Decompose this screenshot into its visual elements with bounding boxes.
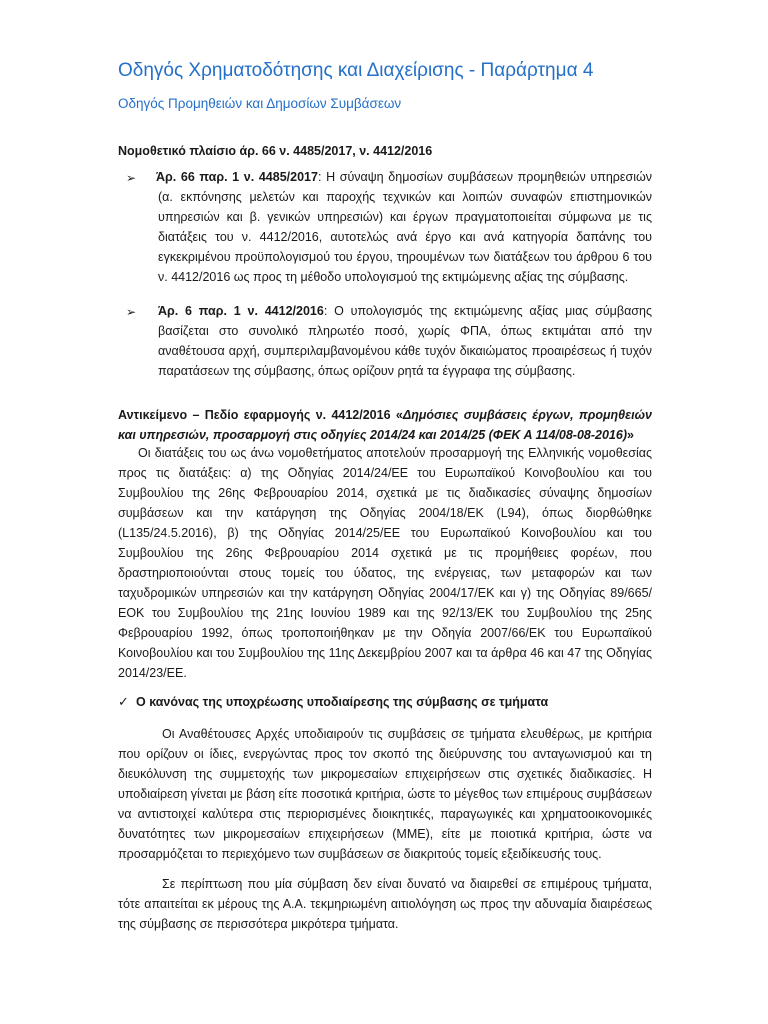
legal-item-2: [158, 301, 652, 381]
legal-item-1: [158, 167, 652, 287]
section-heading-legal-framework: Νομοθετικό πλαίσιο άρ. 66 ν. 4485/2017, ν. 4412/2016: [118, 144, 433, 158]
checkmark-icon: ✓: [118, 694, 129, 709]
scope-heading-prefix: Αντικείμενο – Πεδίο εφαρμογής ν. 4412/2016 «: [118, 408, 403, 422]
subdivision-paragraph-1: Οι Αναθέτουσες Αρχές υποδιαιρούν τις συμβάσεις σε τμήματα ελευθέρως, με κριτήρια που ορίζουν οι ίδιες, ενεργώντας προς τον σκοπό της διεύρυνσης του ανταγωνισμού και τη διευκόλυνση της συμμετοχής των μικρομεσαίων επιχειρήσεων στις σχετικές διαδικασίες. Η υποδιαίρεση γίνεται με βάση είτε ποσοτικά κριτήρια, ώστε το μέγεθος των επιμέρους συμβάσεων να αντιστοιχεί καλύτερα στις περιορισμένες διοικητικές, παραγωγικές και χρηματοοικονομικές δυνατότητες των μικρομεσαίων επιχειρήσεων (ΜΜΕ), είτε με ποιοτικά κριτήρια, ώστε να προσαρμόζεται το περιεχόμενο των συμβάσεων σε διακριτούς τομείς εξειδίκευσής τους.: [118, 727, 653, 861]
arrow-bullet-icon: ➢: [126, 305, 137, 319]
page-subtitle: Οδηγός Προμηθειών και Δημοσίων Συμβάσεων: [118, 96, 402, 111]
section-heading-scope: [118, 405, 652, 445]
section-heading-subdivision: Ο κανόνας της υποχρέωσης υποδιαίρεσης της σύμβασης σε τμήματα: [136, 695, 549, 709]
subdivision-paragraph-2: Σε περίπτωση που μία σύμβαση δεν είναι δυνατό να διαιρεθεί σε επιμέρους τμήματα, τότε απαιτείται εκ μέρους της Α.Α. τεκμηριωμένη αιτιολόγηση ως προς την αδυναμία διαιρέσεως της σύμβασης σε περισσότερα μικρότερα τμήματα.: [118, 877, 652, 931]
scope-heading-suffix: »: [627, 428, 634, 442]
page-title: Οδηγός Χρηματοδότησης και Διαχείρισης - Παράρτημα 4: [118, 60, 594, 81]
scope-heading-law-title: Δημόσιες συμβάσεις έργων, προμηθειών και υπηρεσιών, προσαρμογή στις οδηγίες 2014/24 και 2014/25 (ΦΕΚ Α 114/08-08-2016): [118, 408, 652, 442]
legal-item-text: : Ο υπολογισμός της εκτιμώμενης αξίας μιας σύμβασης βασίζεται στο συνολικό πληρωτέο ποσό, χωρίς ΦΠΑ, όπως εκτιμάται από την αναθέτουσα αρχή, συμπεριλαμβανομένου κάθε τυχόν δικαιώματος προαιρέσεως ή τυχόν παρατάσεων της σύμβασης, όπως ορίζουν ρητά τα έγγραφα της σύμβασης.: [158, 304, 652, 378]
scope-body: Οι διατάξεις του ως άνω νομοθετήματος αποτελούν προσαρμογή της Ελληνικής νομοθεσίας προς τις διατάξεις: α) της Οδηγίας 2014/24/ΕΕ του Ευρωπαϊκού Κοινοβουλίου και του Συμβουλίου της 26ης Φεβρουαρίου 2014, σχετικά με τις διαδικασίες σύναψης δημοσίων συμβάσεων και την κατάργηση της Οδηγίας 2004/18/ΕΚ (L94), όπως διορθώθηκε (L135/24.5.2016), β) της Οδηγίας 2014/25/ΕΕ του Ευρωπαϊκού Κοινοβουλίου και του Συμβουλίου της 26ης Φεβρουαρίου 2014 σχετικά με τις προμήθειες φορέων, που δραστηριοποιούνται στους τομείς του ύδατος, της ενέργειας, των μεταφορών και των ταχυδρομικών υπηρεσιών και την κατάργηση Οδηγίας 2004/17/ΕΚ και γ) της Οδηγίας 89/665/ΕΟΚ του Συμβουλίου της 21ης Ιουνίου 1989 και της 92/13/ΕΚ του Συμβουλίου της 25ης Φεβρουαρίου 1992, όπως τροποποιήθηκαν με την Οδηγία 2007/66/ΕΚ του Ευρωπαϊκού Κοινοβουλίου και του Συμβουλίου της 11ης Δεκεμβρίου 2007 και τα άρθρα 46 και 47 της Οδηγίας 2014/23/ΕΕ.: [118, 446, 652, 680]
legal-item-text: : Η σύναψη δημοσίων συμβάσεων προμηθειών υπηρεσιών (α. εκπόνησης μελετών και παροχής τεχνικών και λοιπών συναφών επιστημονικών υπηρεσιών και β. γενικών υπηρεσιών) και έργων πραγματοποιείται σύμφωνα με τις διατάξεις του ν. 4412/2016, αυτοτελώς ανά έργο και ανά κατηγορία δαπάνης του εγκεκριμένου προϋπολογισμού του έργου, τηρουμένων των διατάξεων του άρθρου 6 του ν. 4412/2016 ως προς τη μέθοδο υπολογισμού της εκτιμώμενης αξίας της σύμβασης.: [158, 170, 652, 284]
legal-item-ref: Άρ. 6 παρ. 1 ν. 4412/2016: [158, 304, 324, 318]
arrow-bullet-icon: ➢: [126, 171, 137, 185]
legal-item-ref: Άρ. 66 παρ. 1 ν. 4485/2017: [156, 170, 318, 184]
